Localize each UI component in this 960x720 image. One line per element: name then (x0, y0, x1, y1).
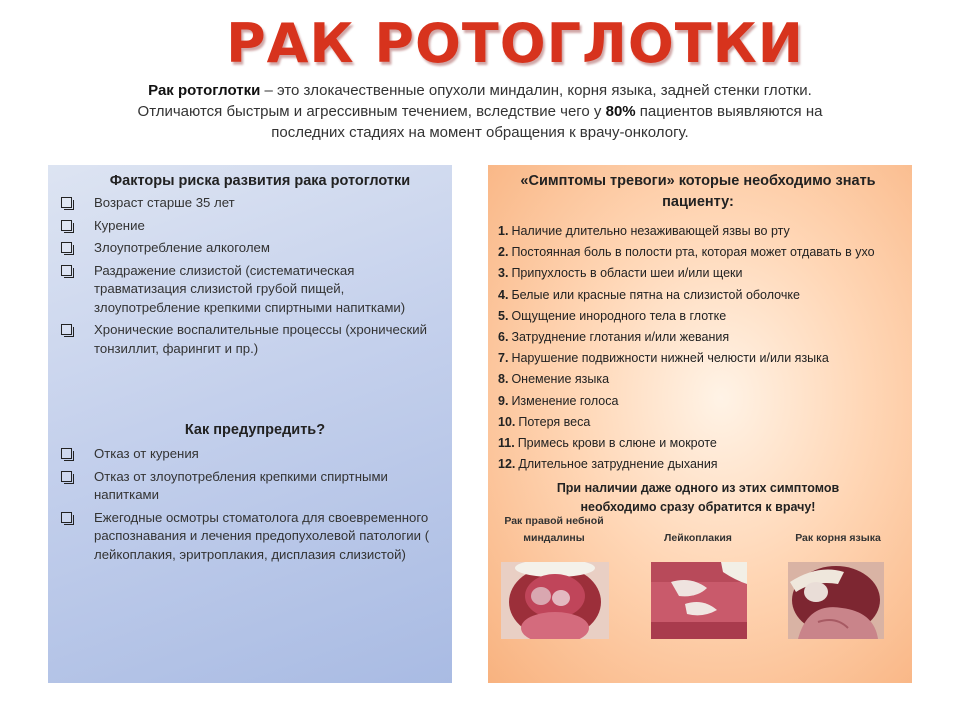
symptom-text: Потеря веса (518, 414, 591, 429)
intro-text (80, 80, 880, 143)
risk-item-text: Хронические воспалительные процессы (хронический тонзиллит, фарингит и пр.) (94, 322, 427, 356)
prevent-list (58, 445, 432, 564)
list-item (58, 445, 432, 464)
intro-term: Рак ротоглотки (148, 82, 261, 99)
risk-item-text: Курение (94, 217, 145, 233)
checkbox-icon (61, 448, 72, 459)
symptom-number: 12. (498, 457, 516, 472)
risk-heading: Факторы риска развития рака ротоглотки (109, 173, 411, 189)
symptom-text: Белые или красные пятна на слизистой оболочке (511, 287, 800, 302)
intro-line3: последних стадиях на момент обращения к врачу-онкологу. (271, 124, 689, 141)
symptom-number: 8. (498, 372, 509, 387)
symptom-text: Примесь крови в слюне и мокроте (517, 436, 717, 451)
checkbox-icon (61, 265, 72, 276)
intro-percent: 80% (605, 103, 636, 120)
prevent-item-text: Ежегодные осмотры стоматолога для своевременного распознавания и лечения предопухолевой патологии ( лейкоплакия, эритроплакия, дисплазия слизистой) (94, 509, 430, 562)
prevent-item-text: Отказ от курения (94, 446, 199, 461)
caption-line2: миндалины (523, 532, 585, 544)
prevent-item-text: Отказ от злоупотребления крепкими спиртными напитками (94, 468, 388, 502)
symptom-number: 11. (498, 436, 515, 451)
list-item (498, 263, 898, 284)
symptom-number: 9. (498, 393, 509, 408)
list-item (498, 369, 898, 390)
symptom-text: Онемение языка (511, 372, 610, 387)
caption-line1: Рак правой небной (504, 515, 604, 527)
symptoms-list (498, 221, 898, 475)
risk-item-text: Возраст старше 35 лет (94, 195, 235, 210)
photo-caption-tongue-root: Рак корня языка (795, 532, 881, 544)
symptom-number: 3. (498, 266, 509, 281)
list-item (498, 454, 898, 475)
prevent-heading: Как предупредить? (184, 422, 326, 438)
risk-list (58, 194, 432, 358)
symptom-text: Нарушение подвижности нижней челюсти и/или языка (511, 351, 829, 366)
symptom-text: Припухлость в области шеи и/или щеки (511, 266, 743, 281)
symptom-number: 5. (498, 308, 509, 323)
symptom-text: Длительное затруднение дыхания (518, 457, 718, 472)
list-item (498, 285, 898, 306)
checkbox-icon (61, 512, 72, 523)
checkbox-icon (61, 220, 72, 231)
symptom-number: 7. (498, 351, 509, 366)
symptom-number: 10. (498, 414, 516, 429)
list-item (498, 412, 898, 433)
symptom-text: Изменение голоса (511, 393, 619, 408)
list-item (58, 321, 432, 358)
risk-factors-panel (48, 165, 452, 683)
symptom-text: Ощущение инородного тела в глотке (511, 308, 727, 323)
warning-line1: При наличии даже одного из этих симптомов (556, 481, 840, 496)
risk-item-text: Раздражение слизистой (систематическая травматизация слизистой грубой пищей, злоупотребление крепкими спиртными напитками) (94, 262, 406, 315)
checkbox-icon (61, 197, 72, 208)
list-item (498, 433, 898, 454)
intro-line2-b: пациентов выявляются на (635, 103, 823, 120)
symptom-text: Постоянная боль в полости рта, которая может отдавать в ухо (511, 245, 875, 260)
list-item (58, 468, 432, 505)
list-item (58, 194, 432, 213)
list-item (58, 239, 432, 258)
warning-text (498, 479, 898, 517)
checkbox-icon (61, 242, 72, 253)
list-item (58, 217, 432, 236)
list-item (498, 242, 898, 263)
symptom-number: 2. (498, 245, 509, 260)
symptoms-heading: «Симптомы тревоги» которые необходимо знать пациенту: (520, 173, 876, 210)
leukoplakia-photo (651, 562, 747, 639)
tongue-root-cancer-photo (788, 562, 884, 639)
checkbox-icon (61, 471, 72, 482)
intro-definition: – это злокачественные опухоли миндалин, корня языка, задней стенки глотки. (260, 82, 812, 99)
list-item (58, 262, 432, 318)
tonsil-cancer-photo (501, 562, 609, 639)
list-item (498, 327, 898, 348)
symptom-number: 1. (498, 224, 509, 238)
symptoms-panel (488, 165, 912, 683)
list-item (58, 509, 432, 565)
risk-item-text: Злоупотребление алкоголем (94, 240, 270, 255)
symptom-text: Затруднение глотания и/или жевания (511, 330, 730, 345)
list-item (498, 306, 898, 327)
symptom-number: 4. (498, 287, 509, 302)
photo-caption-tonsil (494, 513, 614, 547)
warning-line2: необходимо сразу обратится к врачу! (580, 500, 816, 515)
page-title: РАК РОТОГЛОТКИ (226, 12, 804, 75)
list-item (498, 391, 898, 412)
photo-caption-leukoplakia: Лейкоплакия (664, 532, 732, 544)
checkbox-icon (61, 324, 72, 335)
list-item (498, 221, 898, 242)
intro-line2-a: Отличаются быстрым и агрессивным течением, вследствие чего у (137, 103, 606, 120)
list-item (498, 348, 898, 369)
symptom-number: 6. (498, 330, 509, 345)
symptom-text: Наличие длительно незаживающей язвы во рту (511, 224, 790, 238)
